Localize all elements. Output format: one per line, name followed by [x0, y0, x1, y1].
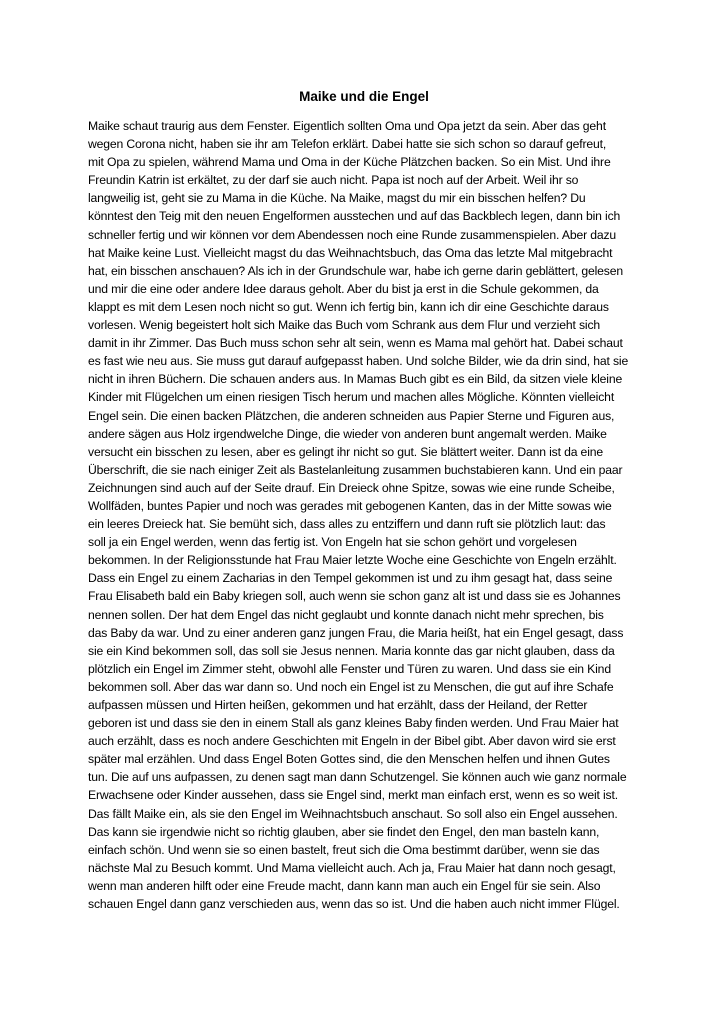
text-line: soll ja ein Engel werden, wenn das fertig ist. Von Engeln hat sie schon gehört und vorgelesen [88, 535, 577, 550]
text-line: nicht in ihren Büchern. Die schauen anders aus. In Mamas Buch gibt es ein Bild, da sitzen viele kleine [88, 372, 623, 387]
text-line: einfach schön. Und wenn sie so einen bastelt, freut sich die Oma bestimmt darüber, wenn sie das [88, 842, 600, 857]
text-line: nennen sollen. Der hat dem Engel das nicht geglaubt und konnte danach nicht mehr sprechen, bis [88, 607, 604, 622]
text-line: schneller fertig und wir können vor dem Abendessen noch eine Runde zusammenspielen. Aber dazu [88, 227, 617, 242]
text-line: geboren ist und dass sie den in einem Stall als ganz kleines Baby finden werden. Und Frau Maier hat [88, 716, 619, 731]
text-line: damit in ihr Zimmer. Das Buch muss schon sehr alt sein, wenn es Mama mal gehört hat. Dabei schaut [88, 336, 623, 351]
text-line: mit Opa zu spielen, während Mama und Oma in der Küche Plätzchen backen. So ein Mist. Und ihre [88, 155, 611, 170]
text-line: Maike schaut traurig aus dem Fenster. Eigentlich sollten Oma und Opa jetzt da sein. Aber das geht [88, 119, 606, 133]
text-line: tun. Die auf uns aufpassen, zu denen sagt man dann Schutzengel. Sie können auch wie ganz normale [88, 770, 627, 785]
text-line: wegen Corona nicht, haben sie ihr am Telefon erklärt. Dabei hatte sie sich schon so darauf gefreut, [88, 137, 607, 152]
text-line: hat, ein bisschen anschauen? Als ich in der Grundschule war, habe ich gerne darin geblättert, gelesen [88, 263, 623, 278]
text-line: Erwachsene oder Kinder aussehen, dass sie Engel sind, merkt man einfach erst, wenn es so weit ist. [88, 788, 618, 803]
text-line: aufpassen müssen und Hirten heißen, gekommen und hat erzählt, dass der Heiland, der Retter [88, 698, 588, 712]
text-line: plötzlich ein Engel im Zimmer steht, obwohl alle Fenster und Türen zu waren. Und dass sie ein Kind [88, 661, 611, 676]
text-line: bekommen soll. Aber das war dann so. Und noch ein Engel ist zu Menschen, die gut auf ihre Schafe [88, 679, 614, 694]
text-line: Wollfäden, buntes Papier und noch was gerades mit gebogenen Kanten, das in der Mitte sowas wie [88, 498, 612, 513]
text-line: andere sägen aus Holz irgendwelche Dinge, die wieder von anderen bunt angemalt werden. Maike [88, 426, 607, 441]
text-line: es fast wie neu aus. Sie muss gut darauf aufgepasst haben. Und solche Bilder, wie da drin sind, hat sie [88, 354, 629, 369]
text-line: Frau Elisabeth bald ein Baby kriegen soll, auch wenn sie schon ganz alt ist und dass sie es Johannes [88, 589, 621, 604]
text-line: Engel sein. Die einen backen Plätzchen, die anderen schneiden aus Papier Sterne und Figuren aus, [88, 408, 615, 423]
text-line: langweilig ist, geht sie zu Mama in die Küche. Na Maike, magst du mir ein bisschen helfen? Du [88, 191, 586, 206]
text-line: Dass ein Engel zu einem Zacharias in den Tempel gekommen ist und zu ihm gesagt hat, dass seine [88, 571, 613, 586]
text-line: Kinder mit Flügelchen um einen riesigen Tisch herum und machen alles Mögliche. Könnten vielleicht [88, 390, 615, 405]
text-line: später mal erzählen. Und dass Engel Boten Gottes sind, die den Menschen helfen und ihnen Gutes [88, 752, 610, 767]
text-line: sie ein Kind bekommen soll, das soll sie Jesus nennen. Maria konnte das gar nicht glauben, dass da [88, 643, 615, 658]
text-line: auch erzählt, dass es noch andere Geschichten mit Engeln in der Bibel gibt. Aber davon wird sie erst [88, 734, 616, 749]
text-line: könntest den Teig mit den neuen Engelformen ausstechen und auf das Backblech legen, dann bin ich [88, 209, 621, 224]
text-line: Das kann sie irgendwie nicht so richtig glauben, aber sie findet den Engel, den man basteln kann, [88, 824, 600, 839]
text-line: Überschrift, die sie nach einiger Zeit als Bastelanleitung zusammen buchstabieren kann. Und ein paar [88, 462, 623, 477]
text-line: nächste Mal zu Besuch kommt. Und Mama vielleicht auch. Ach ja, Frau Maier hat dann noch gesagt, [88, 860, 616, 875]
text-line: hat Maike keine Lust. Vielleicht magst du das Weihnachtsbuch, das Oma das letzte Mal mitgebracht [88, 245, 613, 260]
text-line: ein leeres Dreieck hat. Sie bemüht sich, dass alles zu entziffern und dann ruft sie plötzlich laut: das [88, 517, 606, 532]
text-line: Freundin Katrin ist erkältet, zu der darf sie auch nicht. Papa ist noch auf der Arbeit. Weil ihr so [88, 173, 579, 188]
story-text [88, 117, 644, 913]
text-line: wenn man anderen hilft oder eine Freude macht, dann kann man auch ein Engel für sie sein. Also [88, 878, 601, 893]
text-line: Zeichnungen sind auch auf der Seite drauf. Ein Dreieck ohne Spitze, sowas wie eine runde Scheibe, [88, 480, 615, 495]
text-line: klappt es mit dem Lesen noch nicht so gut. Wenn ich fertig bin, kann ich dir eine Geschichte daraus [88, 299, 609, 314]
text-line: das Baby da war. Und zu einer anderen ganz jungen Frau, die Maria heißt, hat ein Engel gesagt, dass [88, 625, 624, 640]
text-line: Das fällt Maike ein, als sie den Engel im Weihnachtsbuch anschaut. So soll also ein Engel aussehen. [88, 806, 618, 821]
page-title: Maike und die Engel [299, 89, 429, 104]
text-line: bekommen. In der Religionsstunde hat Frau Maier letzte Woche eine Geschichte von Engeln erzählt. [88, 553, 617, 568]
text-line: vorlesen. Wenig begeistert holt sich Maike das Buch vom Schrank aus dem Flur und verzieht sich [88, 318, 601, 333]
text-line: und mir die eine oder andere Idee daraus geholt. Aber du bist ja erst in die Schule gekommen, da [88, 281, 599, 296]
text-line: versucht ein bisschen zu lesen, aber es gelingt ihr nicht so gut. Sie blättert weiter. Dann ist da eine [88, 444, 604, 459]
text-line: schauen Engel dann ganz verschieden aus, wenn das so ist. Und die haben auch nicht immer Flügel. [88, 897, 620, 912]
